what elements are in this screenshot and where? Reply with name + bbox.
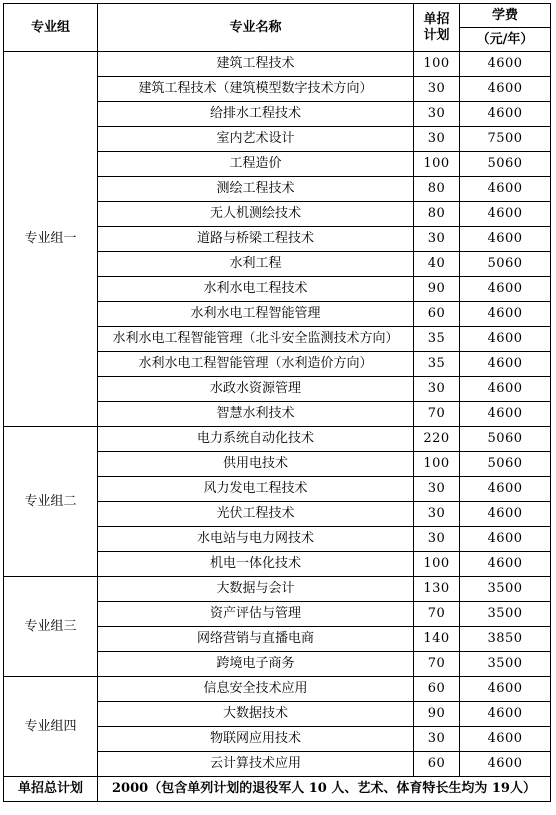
group-name-cell: 专业组二 bbox=[4, 427, 98, 577]
plan-count-cell: 30 bbox=[414, 127, 460, 152]
tuition-fee-cell: 4600 bbox=[460, 552, 551, 577]
plan-count-cell: 90 bbox=[414, 702, 460, 727]
tuition-fee-cell: 4600 bbox=[460, 277, 551, 302]
tuition-fee-cell: 4600 bbox=[460, 677, 551, 702]
tuition-fee-cell: 4600 bbox=[460, 752, 551, 777]
tuition-fee-cell: 4600 bbox=[460, 227, 551, 252]
table-row bbox=[4, 52, 551, 77]
header-major: 专业名称 bbox=[98, 4, 414, 52]
major-name-cell: 工程造价 bbox=[98, 152, 414, 177]
major-name-cell: 风力发电工程技术 bbox=[98, 477, 414, 502]
tuition-fee-cell: 4600 bbox=[460, 402, 551, 427]
plan-count-cell: 130 bbox=[414, 577, 460, 602]
plan-count-cell: 70 bbox=[414, 652, 460, 677]
tuition-fee-cell: 4600 bbox=[460, 377, 551, 402]
table-row bbox=[4, 577, 551, 602]
major-name-cell: 大数据与会计 bbox=[98, 577, 414, 602]
plan-table-wrapper bbox=[3, 3, 551, 802]
tuition-fee-cell: 3850 bbox=[460, 627, 551, 652]
plan-count-cell: 100 bbox=[414, 552, 460, 577]
total-text: 2000（包含单列计划的退役军人 10 人、艺术、体育特长生均为 19人） bbox=[98, 777, 551, 802]
header-group: 专业组 bbox=[4, 4, 98, 52]
enrollment-plan-table bbox=[3, 3, 551, 802]
tuition-fee-cell: 4600 bbox=[460, 77, 551, 102]
major-name-cell: 电力系统自动化技术 bbox=[98, 427, 414, 452]
plan-count-cell: 70 bbox=[414, 402, 460, 427]
plan-count-cell: 60 bbox=[414, 677, 460, 702]
major-name-cell: 道路与桥梁工程技术 bbox=[98, 227, 414, 252]
group-name-cell: 专业组四 bbox=[4, 677, 98, 777]
plan-count-cell: 30 bbox=[414, 227, 460, 252]
major-name-cell: 水利水电工程智能管理（水利造价方向） bbox=[98, 352, 414, 377]
tuition-fee-cell: 3500 bbox=[460, 652, 551, 677]
major-name-cell: 无人机测绘技术 bbox=[98, 202, 414, 227]
total-label: 单招总计划 bbox=[4, 777, 98, 802]
major-name-cell: 信息安全技术应用 bbox=[98, 677, 414, 702]
major-name-cell: 跨境电子商务 bbox=[98, 652, 414, 677]
table-row bbox=[4, 677, 551, 702]
major-name-cell: 机电一体化技术 bbox=[98, 552, 414, 577]
major-name-cell: 光伏工程技术 bbox=[98, 502, 414, 527]
header-fee-unit: （元/年） bbox=[460, 28, 551, 52]
major-name-cell: 大数据技术 bbox=[98, 702, 414, 727]
plan-count-cell: 35 bbox=[414, 352, 460, 377]
plan-count-cell: 30 bbox=[414, 502, 460, 527]
tuition-fee-cell: 4600 bbox=[460, 527, 551, 552]
major-name-cell: 水利水电工程技术 bbox=[98, 277, 414, 302]
major-name-cell: 建筑工程技术（建筑模型数字技术方向） bbox=[98, 77, 414, 102]
tuition-fee-cell: 4600 bbox=[460, 702, 551, 727]
tuition-fee-cell: 5060 bbox=[460, 152, 551, 177]
major-name-cell: 水政水资源管理 bbox=[98, 377, 414, 402]
plan-count-cell: 35 bbox=[414, 327, 460, 352]
major-name-cell: 室内艺术设计 bbox=[98, 127, 414, 152]
plan-count-cell: 40 bbox=[414, 252, 460, 277]
group-name-cell: 专业组三 bbox=[4, 577, 98, 677]
major-name-cell: 水利水电工程智能管理 bbox=[98, 302, 414, 327]
tuition-fee-cell: 4600 bbox=[460, 727, 551, 752]
major-name-cell: 水利工程 bbox=[98, 252, 414, 277]
tuition-fee-cell: 3500 bbox=[460, 602, 551, 627]
table-row bbox=[4, 427, 551, 452]
tuition-fee-cell: 5060 bbox=[460, 427, 551, 452]
group-name-cell: 专业组一 bbox=[4, 52, 98, 427]
tuition-fee-cell: 4600 bbox=[460, 177, 551, 202]
tuition-fee-cell: 4600 bbox=[460, 327, 551, 352]
plan-count-cell: 100 bbox=[414, 52, 460, 77]
plan-count-cell: 100 bbox=[414, 152, 460, 177]
plan-count-cell: 60 bbox=[414, 302, 460, 327]
plan-count-cell: 60 bbox=[414, 752, 460, 777]
tuition-fee-cell: 3500 bbox=[460, 577, 551, 602]
major-name-cell: 水利水电工程智能管理（北斗安全监测技术方向） bbox=[98, 327, 414, 352]
major-name-cell: 给排水工程技术 bbox=[98, 102, 414, 127]
tuition-fee-cell: 4600 bbox=[460, 202, 551, 227]
tuition-fee-cell: 5060 bbox=[460, 252, 551, 277]
plan-count-cell: 30 bbox=[414, 377, 460, 402]
header-fee: 学费 bbox=[460, 4, 551, 28]
plan-count-cell: 100 bbox=[414, 452, 460, 477]
header-plan: 单招 计划 bbox=[414, 4, 460, 52]
total-row bbox=[4, 777, 551, 802]
tuition-fee-cell: 4600 bbox=[460, 502, 551, 527]
tuition-fee-cell: 4600 bbox=[460, 302, 551, 327]
plan-count-cell: 80 bbox=[414, 202, 460, 227]
plan-count-cell: 30 bbox=[414, 727, 460, 752]
major-name-cell: 建筑工程技术 bbox=[98, 52, 414, 77]
plan-count-cell: 140 bbox=[414, 627, 460, 652]
plan-count-cell: 30 bbox=[414, 77, 460, 102]
plan-count-cell: 70 bbox=[414, 602, 460, 627]
tuition-fee-cell: 7500 bbox=[460, 127, 551, 152]
plan-count-cell: 220 bbox=[414, 427, 460, 452]
tuition-fee-cell: 4600 bbox=[460, 52, 551, 77]
plan-count-cell: 30 bbox=[414, 477, 460, 502]
major-name-cell: 资产评估与管理 bbox=[98, 602, 414, 627]
major-name-cell: 网络营销与直播电商 bbox=[98, 627, 414, 652]
major-name-cell: 测绘工程技术 bbox=[98, 177, 414, 202]
major-name-cell: 水电站与电力网技术 bbox=[98, 527, 414, 552]
header-row bbox=[4, 4, 551, 28]
tuition-fee-cell: 4600 bbox=[460, 102, 551, 127]
major-name-cell: 智慧水利技术 bbox=[98, 402, 414, 427]
tuition-fee-cell: 5060 bbox=[460, 452, 551, 477]
tuition-fee-cell: 4600 bbox=[460, 477, 551, 502]
plan-count-cell: 30 bbox=[414, 102, 460, 127]
major-name-cell: 物联网应用技术 bbox=[98, 727, 414, 752]
major-name-cell: 云计算技术应用 bbox=[98, 752, 414, 777]
major-name-cell: 供用电技术 bbox=[98, 452, 414, 477]
plan-count-cell: 90 bbox=[414, 277, 460, 302]
plan-count-cell: 30 bbox=[414, 527, 460, 552]
tuition-fee-cell: 4600 bbox=[460, 352, 551, 377]
table-body bbox=[4, 52, 551, 777]
plan-count-cell: 80 bbox=[414, 177, 460, 202]
